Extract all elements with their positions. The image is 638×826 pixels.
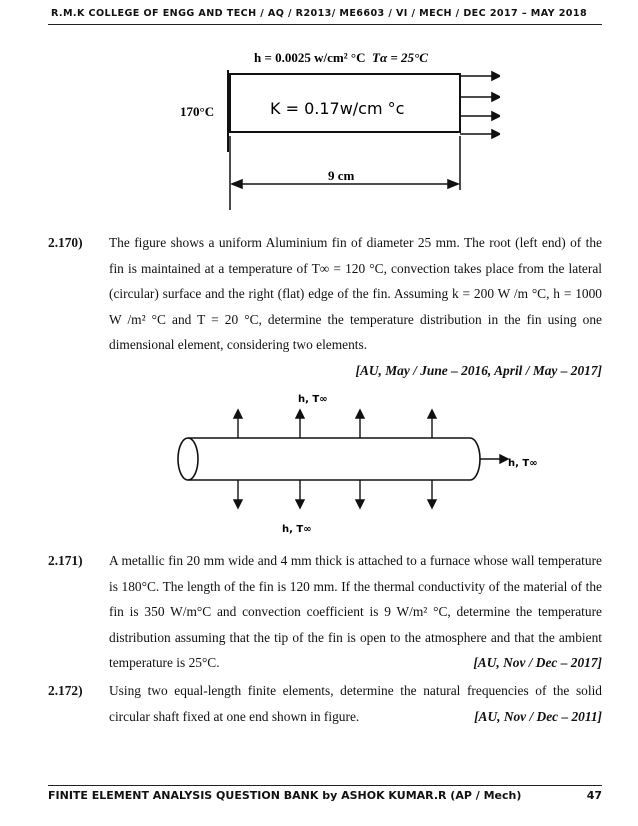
question-text: The figure shows a uniform Aluminium fin of diameter 25 mm. The root (left end) of the fin is maintained at a temperature of T∞ = 120 °C, convection takes place from the lateral (circular) surface and the right (flat) edge of the fin. Assuming k = 200 W /m °C, h = 1000 W /m² °C and T = 20 °C, determine the temperature distribution in the fin using one dimensional element, considering two elements. — [109, 235, 602, 353]
question-number: 2.171) — [48, 553, 83, 568]
page-footer — [48, 789, 602, 802]
convection-arrows-right — [460, 72, 500, 138]
footer-rule — [48, 785, 602, 786]
question-reference: [AU, Nov / Dec – 2011] — [474, 708, 602, 724]
conductivity-label: K = 0.17w/cm °c — [270, 99, 405, 118]
question-2-171 — [48, 548, 602, 676]
length-label: 9 cm — [328, 168, 355, 183]
convection-arrows-down — [234, 480, 436, 508]
question-text: A metallic fin 20 mm wide and 4 mm thick is attached to a furnace whose wall temperature is 180°C. The length of the fin is 120 mm. If the thermal conductivity of the material of the fin is 350 W/m°C and convection coefficient is 9 W/m² °C, determine the temperature distribution assuming that the tip of the fin is open to the atmosphere and that the ambient temperature is 25°C. — [109, 553, 602, 671]
root-temp-label: 170°C — [180, 104, 215, 119]
question-2-170 — [48, 230, 602, 384]
convection-arrows-up — [234, 410, 436, 438]
h-coefficient-label: h = 0.0025 w/cm² °C — [254, 50, 366, 65]
cylinder-body — [188, 438, 470, 480]
convection-arrow-right — [480, 455, 508, 463]
question-number: 2.170) — [48, 235, 83, 250]
figure-cylindrical-fin — [170, 390, 550, 540]
question-reference: [AU, May / June – 2016, April / May – 2017] — [355, 362, 602, 378]
cylinder-right-end — [470, 438, 480, 480]
cylinder-left-end — [178, 438, 198, 480]
figure-fin-convection — [180, 40, 500, 215]
question-text: Using two equal-length finite elements, determine the natural frequencies of the solid circular shaft fixed at one end shown in figure. — [109, 683, 602, 724]
question-reference: [AU, Nov / Dec – 2017] — [473, 655, 602, 671]
ambient-temp-label: Tα = 25°C — [372, 50, 428, 65]
question-2-172 — [48, 678, 602, 729]
page-number: 47 — [586, 789, 602, 802]
header-rule — [48, 24, 602, 25]
right-convection-label: h, T∞ — [508, 458, 538, 469]
footer-title: FINITE ELEMENT ANALYSIS QUESTION BANK by ASHOK KUMAR.R (AP / Mech) — [48, 789, 522, 802]
top-convection-label: h, T∞ — [298, 394, 328, 405]
page-header: R.M.K COLLEGE OF ENGG AND TECH / AQ / R2013/ ME6603 / VI / MECH / DEC 2017 – MAY 2018 — [50, 8, 588, 19]
bottom-convection-label: h, T∞ — [282, 524, 312, 535]
question-number: 2.172) — [48, 683, 83, 698]
